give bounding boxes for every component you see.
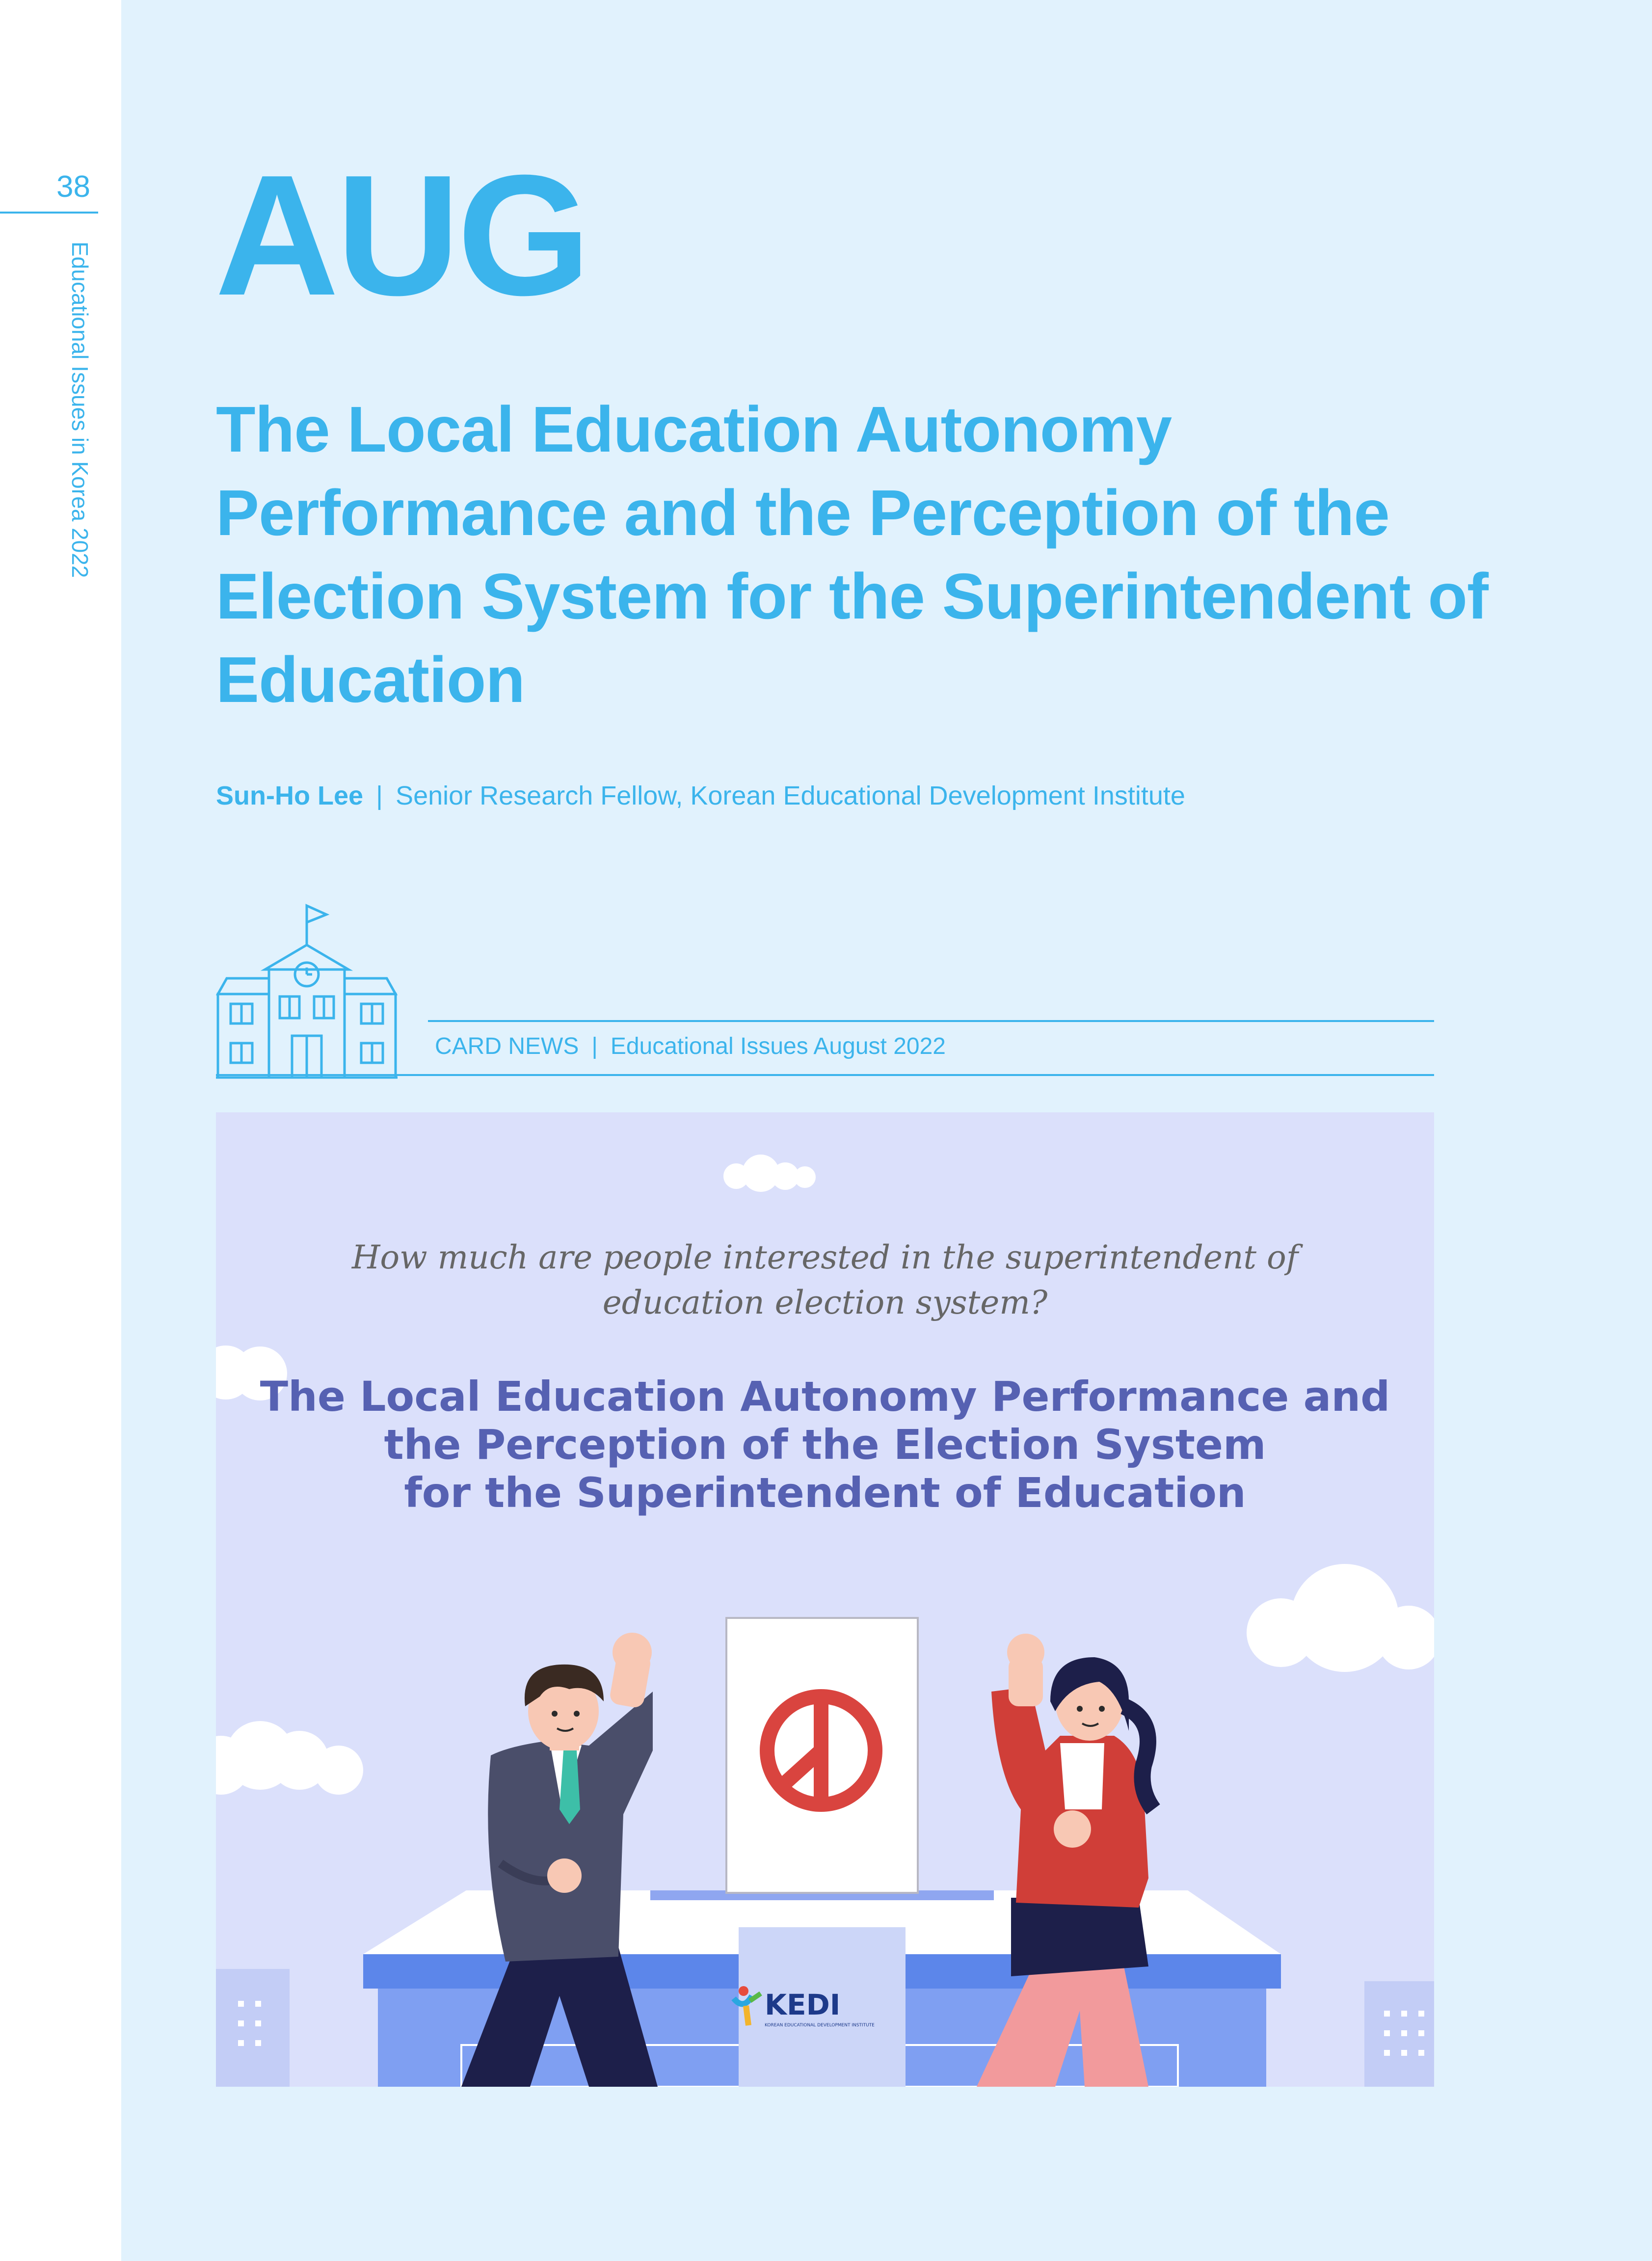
card-title	[216, 1373, 1434, 1517]
card-news-label: CARD NEWS	[435, 1033, 579, 1059]
author-affiliation: Senior Research Fellow, Korean Educational Development Institute	[396, 781, 1185, 810]
left-margin	[0, 0, 121, 2261]
card-header-subtitle: Educational Issues August 2022	[610, 1033, 946, 1059]
cloud-icon	[1247, 1564, 1434, 1672]
article-title: The Local Education Autonomy Performance and the Perception of the Election System for the Superintendent of Education	[216, 393, 1488, 716]
kedi-logo-subtext: KOREAN EDUCATIONAL DEVELOPMENT INSTITUTE	[765, 2023, 875, 2028]
card-header-rule-bottom	[216, 1074, 1434, 1076]
cloud-icon	[723, 1155, 816, 1192]
author-name: Sun-Ho Lee	[216, 781, 364, 810]
byline	[216, 781, 1185, 811]
cloud-icon	[216, 1721, 363, 1795]
page-number: 38	[56, 170, 90, 204]
card-question-line: How much are people interested in the superintendent of	[351, 1238, 1299, 1276]
card-header-caption	[435, 1033, 946, 1060]
card-header-rule-top	[428, 1020, 1434, 1022]
running-title: Educational Issues in Korea 2022	[67, 242, 93, 578]
card-title-line: for the Superintendent of Education	[404, 1469, 1246, 1517]
month-heading: AUG	[215, 139, 588, 331]
card-title-line: the Perception of the Election System	[384, 1421, 1266, 1469]
school-building-icon	[216, 901, 398, 1080]
card-question	[216, 1235, 1434, 1325]
card-news-image	[216, 1112, 1434, 2087]
card-title-line: The Local Education Autonomy Performance and	[260, 1373, 1390, 1421]
page-number-rule	[0, 212, 98, 214]
kedi-logo-text: KEDI	[765, 1988, 841, 2021]
background-building	[216, 1969, 290, 2087]
byline-separator: |	[376, 781, 383, 810]
card-header-separator: |	[591, 1033, 598, 1059]
card-question-line: education election system?	[602, 1284, 1048, 1321]
